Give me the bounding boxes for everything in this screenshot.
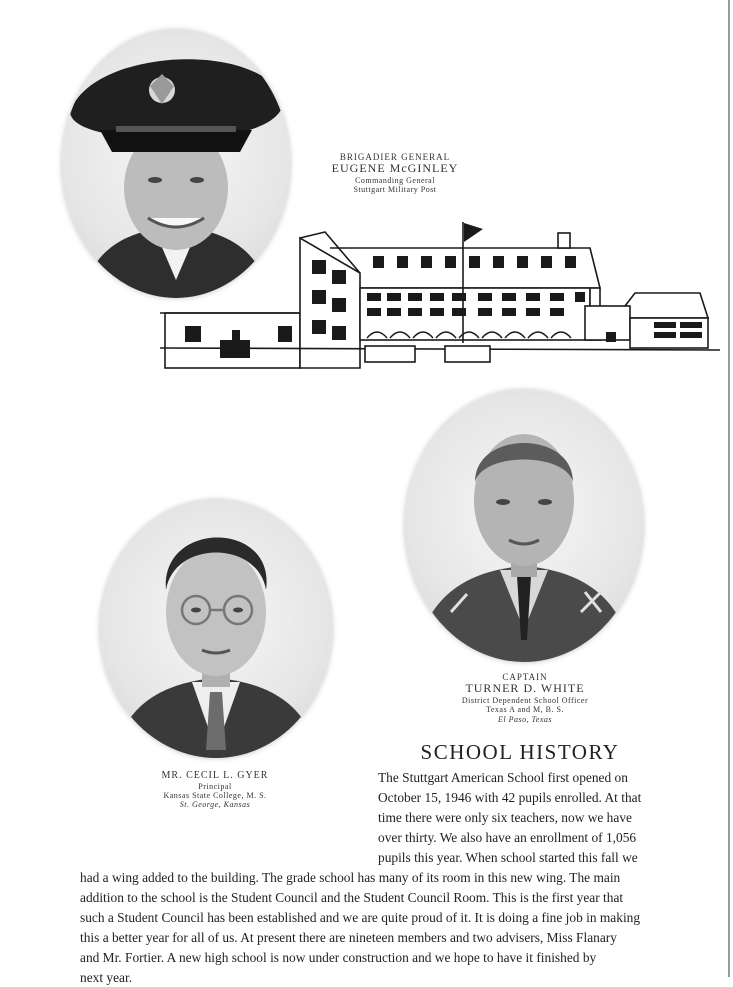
captain-school: Texas A and M, B. S. — [486, 705, 564, 715]
history-line-7: addition to the school is the Student Council and the Student Council Room. This is the first year that — [80, 890, 624, 905]
history-line-1: The Stuttgart American School first opened on — [378, 770, 628, 785]
history-line-2: October 15, 1946 with 42 pupils enrolled. At that — [378, 790, 642, 805]
captain-rank: CAPTAIN — [502, 672, 548, 682]
general-rank: BRIGADIER GENERAL — [339, 152, 451, 162]
history-line-5: pupils this year. When school started this fall we — [378, 850, 638, 865]
history-line-8: such a Student Council has been established and we are quite proud of it. It is doing a fine job in making — [80, 910, 641, 925]
history-line-11: next year. — [80, 970, 133, 985]
school-history-title: SCHOOL HISTORY — [420, 740, 620, 764]
history-line-3: time there were only six teachers, now we have — [378, 810, 632, 825]
general-title: Commanding General — [355, 176, 435, 186]
captain-portrait-illustration — [405, 390, 643, 662]
captain-portrait-photo — [405, 390, 643, 662]
captain-caption — [430, 672, 620, 724]
principal-portrait-illustration — [100, 500, 332, 758]
captain-hometown: El Paso, Texas — [497, 714, 553, 724]
principal-hometown: St. George, Kansas — [179, 799, 251, 809]
page-edge-line — [728, 0, 730, 977]
general-name: EUGENE McGINLEY — [331, 161, 459, 176]
school-building-drawing — [160, 218, 720, 373]
history-line-9: this a better year for all of us. At present there are nineteen members and two advisers, Miss Flanary — [80, 930, 617, 945]
history-line-4: over thirty. We also have an enrollment of 1,056 — [378, 830, 637, 845]
principal-school: Kansas State College, M. S. — [163, 790, 267, 800]
history-line-10: and Mr. Fortier. A new high school is now under construction and we hope to have it finished by — [80, 950, 597, 965]
general-caption — [320, 152, 470, 195]
history-line-6: had a wing added to the building. The grade school has many of its room in this new wing. The main — [80, 870, 621, 885]
general-post: Stuttgart Military Post — [353, 185, 437, 195]
captain-name: TURNER D. WHITE — [465, 681, 585, 696]
principal-caption — [140, 770, 290, 809]
principal-name: MR. CECIL L. GYER — [161, 770, 269, 781]
principal-title: Principal — [198, 781, 232, 791]
principal-portrait-photo — [100, 500, 332, 758]
captain-title: District Dependent School Officer — [461, 696, 589, 706]
